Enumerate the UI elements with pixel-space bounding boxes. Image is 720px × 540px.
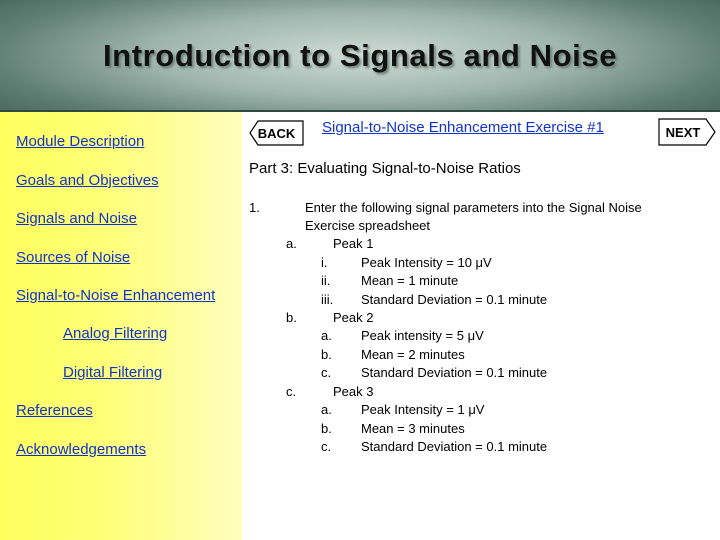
step-text-line-2: Exercise spreadsheet bbox=[305, 218, 431, 233]
peak-1-marker: a. bbox=[286, 236, 297, 251]
peak-3-param-3-text: Standard Deviation = 0.1 minute bbox=[361, 439, 548, 454]
sidebar-item-signals-and-noise[interactable]: Signals and Noise bbox=[16, 210, 137, 227]
peak-3-param-1-text: Peak Intensity = 1 μV bbox=[361, 402, 485, 417]
sidebar-item-references[interactable]: References bbox=[16, 402, 93, 419]
part-heading: Part 3: Evaluating Signal-to-Noise Ratios bbox=[249, 160, 521, 177]
sidebar bbox=[0, 112, 242, 540]
title-banner bbox=[0, 0, 720, 112]
peak-2-param-3-marker: c. bbox=[321, 365, 332, 380]
step-marker: 1. bbox=[249, 200, 260, 215]
peak-3-marker: c. bbox=[286, 384, 297, 399]
page-title: Introduction to Signals and Noise bbox=[102, 38, 618, 73]
peak-1-param-2-text: Mean = 1 minute bbox=[361, 273, 459, 288]
peak-3-param-2-text: Mean = 3 minutes bbox=[361, 421, 465, 436]
peak-2-param-1-text: Peak intensity = 5 μV bbox=[361, 328, 484, 343]
peak-2-param-2-text: Mean = 2 minutes bbox=[361, 347, 465, 362]
sidebar-item-analog-filtering[interactable]: Analog Filtering bbox=[63, 325, 168, 342]
sidebar-item-sources-of-noise[interactable]: Sources of Noise bbox=[16, 249, 131, 266]
peak-1-param-1-marker: i. bbox=[321, 255, 328, 270]
sidebar-item-acknowledgements[interactable]: Acknowledgements bbox=[16, 441, 147, 458]
peak-2-label: Peak 2 bbox=[333, 310, 374, 325]
peak-3-param-2-marker: b. bbox=[321, 421, 332, 436]
next-button[interactable] bbox=[658, 118, 716, 146]
next-button-label: NEXT bbox=[665, 124, 701, 140]
peak-2-param-3-text: Standard Deviation = 0.1 minute bbox=[361, 365, 548, 380]
peak-2-marker: b. bbox=[286, 310, 297, 325]
peak-1-param-2-marker: ii. bbox=[321, 273, 331, 288]
peak-1-label: Peak 1 bbox=[333, 236, 374, 251]
step-text-line-1: Enter the following signal parameters into the Signal Noise bbox=[305, 200, 642, 215]
exercise-link[interactable]: Signal-to-Noise Enhancement Exercise #1 bbox=[322, 119, 604, 136]
peak-1-param-3-text: Standard Deviation = 0.1 minute bbox=[361, 292, 548, 307]
back-button-label: BACK bbox=[257, 125, 296, 141]
sidebar-item-goals-and-objectives[interactable]: Goals and Objectives bbox=[16, 172, 159, 189]
sidebar-item-digital-filtering[interactable]: Digital Filtering bbox=[63, 364, 163, 381]
sidebar-item-signal-to-noise-enhancement[interactable]: Signal-to-Noise Enhancement bbox=[16, 287, 216, 304]
back-button[interactable] bbox=[249, 120, 304, 146]
peak-2-param-1-marker: a. bbox=[321, 328, 332, 343]
peak-1-param-1-text: Peak Intensity = 10 μV bbox=[361, 255, 492, 270]
peak-3-label: Peak 3 bbox=[333, 384, 374, 399]
sidebar-item-module-description[interactable]: Module Description bbox=[16, 133, 145, 150]
peak-3-param-1-marker: a. bbox=[321, 402, 332, 417]
peak-3-param-3-marker: c. bbox=[321, 439, 332, 454]
peak-1-param-3-marker: iii. bbox=[321, 292, 334, 307]
peak-2-param-2-marker: b. bbox=[321, 347, 332, 362]
